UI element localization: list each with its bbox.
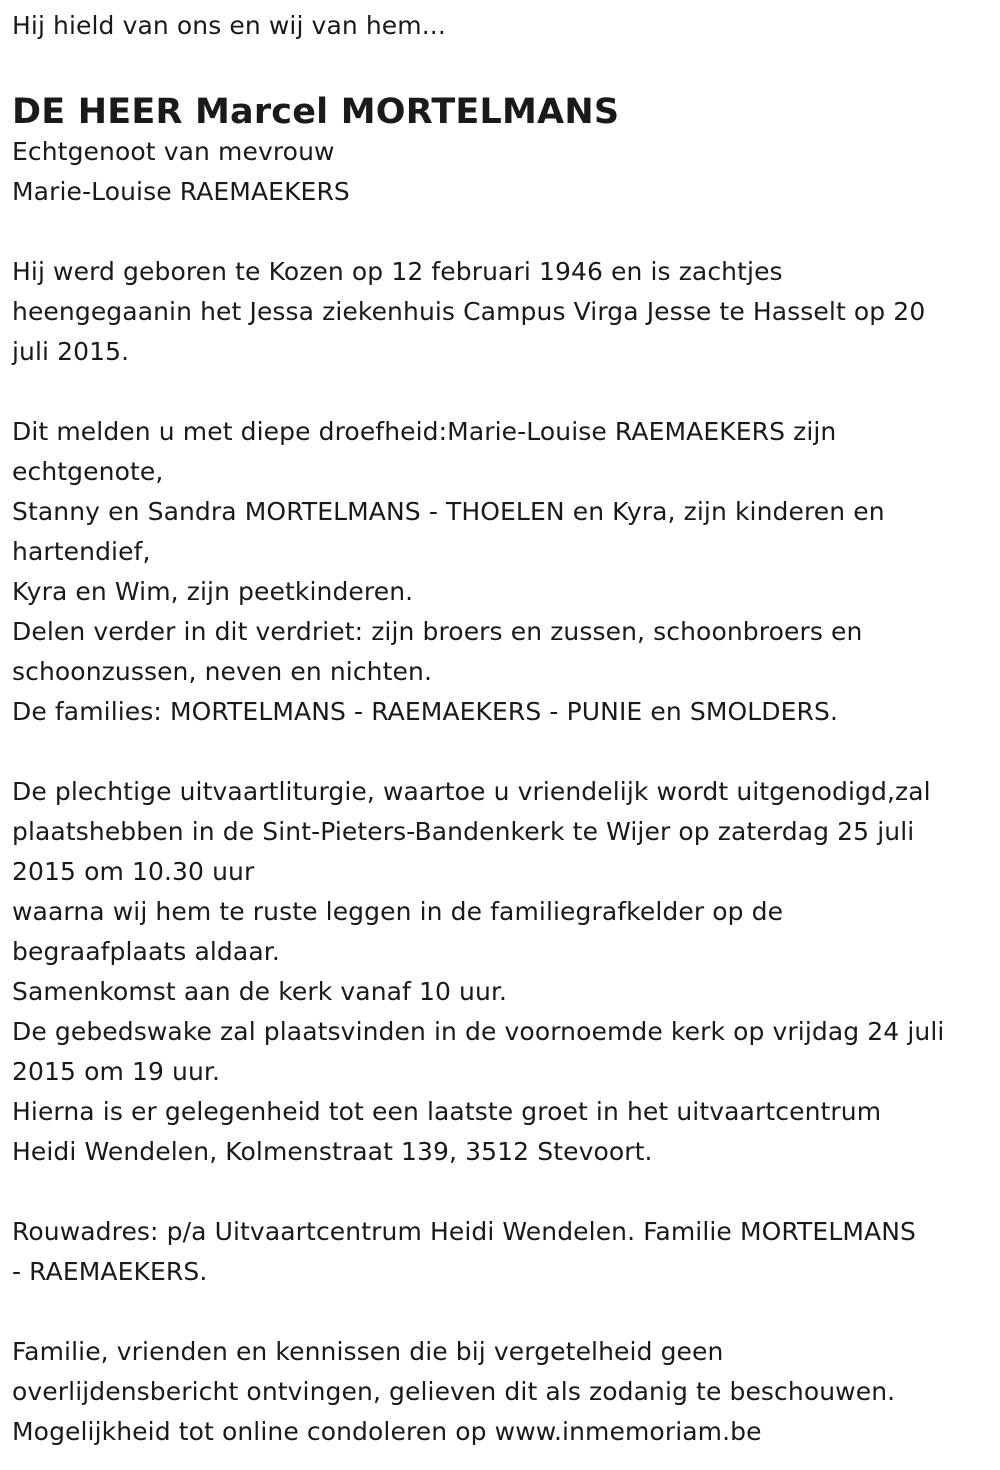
birth-line: heengegaanin het Jessa ziekenhuis Campus Virga Jesse te Hasselt op 20 <box>12 297 926 326</box>
intro-line: Hij hield van ons en wij van hem... <box>12 11 446 40</box>
funeral-line: De gebedswake zal plaatsvinden in de voornoemde kerk op vrijdag 24 juli <box>12 1017 945 1046</box>
address-line: Rouwadres: p/a Uitvaartcentrum Heidi Wendelen. Familie MORTELMANS <box>12 1217 916 1246</box>
funeral-line: 2015 om 19 uur. <box>12 1057 221 1086</box>
address-line: - RAEMAEKERS. <box>12 1257 208 1286</box>
closing-line: Familie, vrienden en kennissen die bij vergetelheid geen <box>12 1337 724 1366</box>
mourners-section <box>12 412 988 732</box>
paragraph-gap <box>12 212 988 252</box>
mourners-line: schoonzussen, neven en nichten. <box>12 657 433 686</box>
paragraph-gap <box>12 1172 988 1212</box>
mourners-line: De families: MORTELMANS - RAEMAEKERS - PUNIE en SMOLDERS. <box>12 697 839 726</box>
birth-line: juli 2015. <box>12 337 130 366</box>
paragraph-gap <box>12 1292 988 1332</box>
paragraph-gap <box>12 372 988 412</box>
spouse-section <box>12 132 988 212</box>
funeral-line: Hierna is er gelegenheid tot een laatste groet in het uitvaartcentrum <box>12 1097 882 1126</box>
closing-line: Mogelijkheid tot online condoleren op www.inmemoriam.be <box>12 1417 762 1446</box>
funeral-line: begraafplaats aldaar. <box>12 937 280 966</box>
deceased-name-title: DE HEER Marcel MORTELMANS <box>12 92 620 132</box>
closing-line: overlijdensbericht ontvingen, gelieven dit als zodanig te beschouwen. <box>12 1377 896 1406</box>
funeral-section <box>12 772 988 1172</box>
paragraph-gap <box>12 732 988 772</box>
funeral-line: plaatshebben in de Sint-Pieters-Bandenkerk te Wijer op zaterdag 25 juli <box>12 817 915 846</box>
funeral-line: waarna wij hem te ruste leggen in de familiegrafkelder op de <box>12 897 784 926</box>
mourners-line: echtgenote, <box>12 457 164 486</box>
address-section <box>12 1212 988 1292</box>
mourners-line: Dit melden u met diepe droefheid:Marie-Louise RAEMAEKERS zijn <box>12 417 837 446</box>
funeral-line: 2015 om 10.30 uur <box>12 857 255 886</box>
mourners-line: hartendief, <box>12 537 151 566</box>
spouse-line: Echtgenoot van mevrouw <box>12 137 335 166</box>
mourners-line: Stanny en Sandra MORTELMANS - THOELEN en Kyra, zijn kinderen en <box>12 497 885 526</box>
funeral-line: De plechtige uitvaartliturgie, waartoe u vriendelijk wordt uitgenodigd,zal <box>12 777 931 806</box>
spouse-line: Marie-Louise RAEMAEKERS <box>12 177 350 206</box>
birth-line: Hij werd geboren te Kozen op 12 februari 1946 en is zachtjes <box>12 257 783 286</box>
birth-section <box>12 252 988 372</box>
closing-section <box>12 1332 988 1452</box>
mourners-line: Kyra en Wim, zijn peetkinderen. <box>12 577 414 606</box>
funeral-line: Heidi Wendelen, Kolmenstraat 139, 3512 Stevoort. <box>12 1137 653 1166</box>
mourners-line: Delen verder in dit verdriet: zijn broers en zussen, schoonbroers en <box>12 617 863 646</box>
funeral-line: Samenkomst aan de kerk vanaf 10 uur. <box>12 977 508 1006</box>
